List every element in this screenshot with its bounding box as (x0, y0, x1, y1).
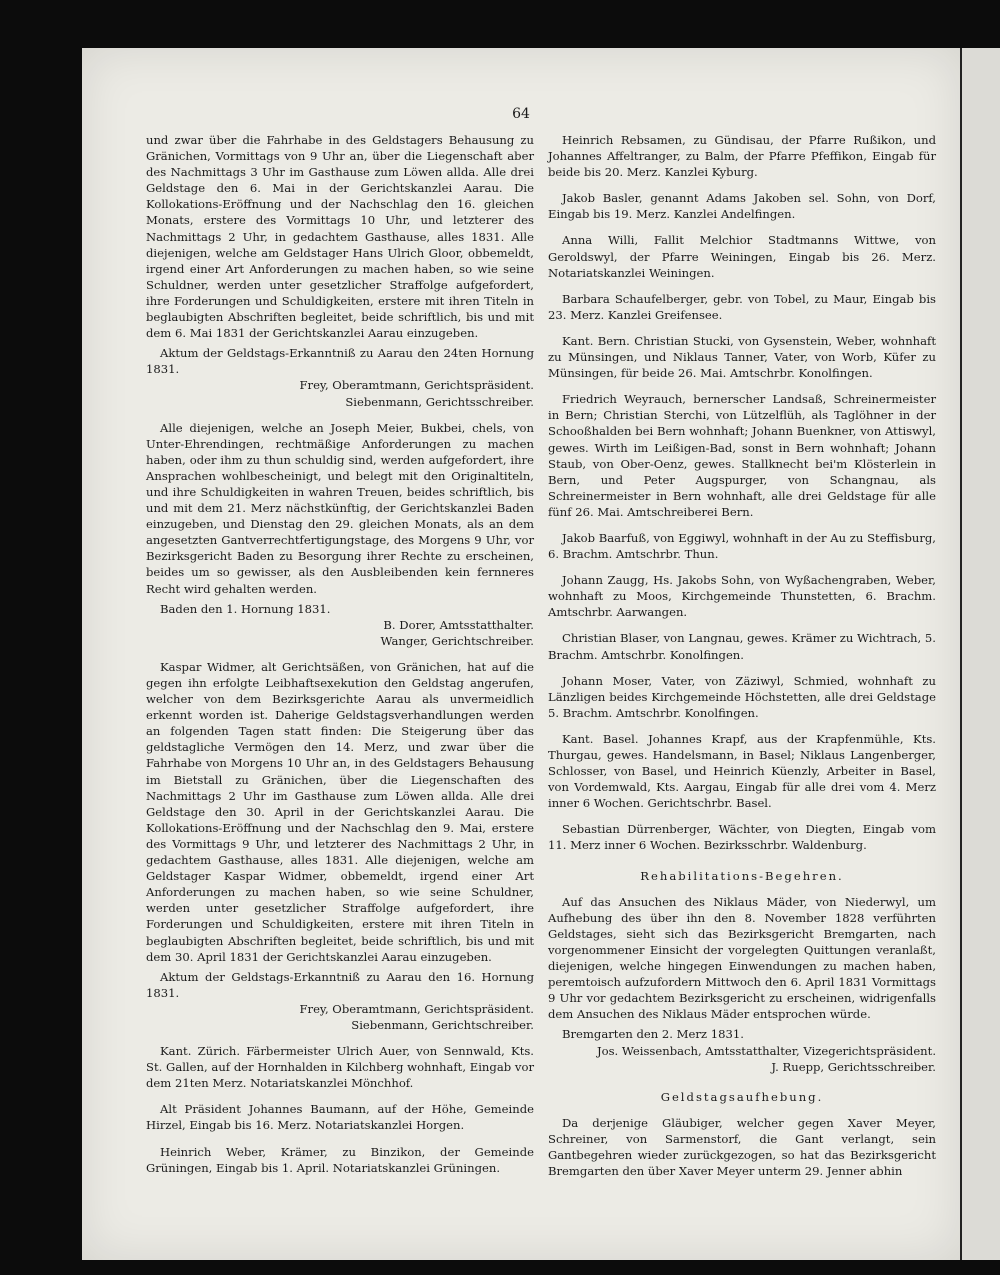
right-column (548, 132, 936, 1183)
notice-paragraph: Barbara Schaufelberger, gebr. von Tobel, zu Maur, Eingab bis 23. Merz. Kanzlei Greifensee. (548, 291, 936, 322)
date-line: Baden den 1. Hornung 1831. (160, 601, 331, 616)
notice-paragraph: Heinrich Rebsamen, zu Gündisau, der Pfarre Rußikon, und Johannes Affeltranger, zu Balm, der Pfarre Pfeffikon, Eingab für beide bis 20. Merz. Kanzlei Kyburg. (548, 133, 936, 180)
signature-line: Wanger, Gerichtschreiber. (380, 633, 534, 648)
notice-paragraph: Da derjenige Gläubiger, welcher gegen Xaver Meyer, Schreiner, von Sarmenstorf, die Gant verlangt, sein Gantbegehren wieder zurückgezogen, so hat das Bezirksgericht Bremgarten den über Xaver Meyer unterm 29. Jenner abhin (548, 1115, 936, 1179)
section-heading: Rehabilitations-Begehren. (640, 868, 844, 883)
notice-paragraph: Johann Moser, Vater, von Zäziwyl, Schmied, wohnhaft zu Länzligen beides Kirchgemeinde Höchstetten, alle drei Geldstage 5. Brachm. Amtschrbr. Konolfingen. (548, 673, 936, 720)
adjacent-page-edge (960, 48, 1000, 1260)
signature-line: Siebenmann, Gerichtschreiber. (351, 1017, 534, 1032)
notice-paragraph: Anna Willi, Fallit Melchior Stadtmanns Wittwe, von Geroldswyl, der Pfarre Weiningen, Eingab bis 26. Merz. Notariatskanzlei Weiningen. (548, 233, 936, 280)
actum-line: Aktum der Geldstags-Erkanntniß zu Aarau den 24ten Hornung 1831. (146, 346, 534, 377)
notice-paragraph: Kant. Zürich. Färbermeister Ulrich Auer, von Sennwald, Kts. St. Gallen, auf der Hornhalden in Kilchberg wohnhaft, Eingab vor dem 21ten Merz. Notariatskanzlei Mönchhof. (146, 1044, 534, 1091)
notice-paragraph: Heinrich Weber, Krämer, zu Binzikon, der Gemeinde Grüningen, Eingab bis 1. April. Notariatskanzlei Grüningen. (146, 1144, 534, 1175)
notice-paragraph: Alle diejenigen, welche an Joseph Meier, Bukbei, chels, von Unter-Ehrendingen, rechtmäßige Anforderungen zu machen haben, oder ihm zu thun schuldig sind, werden aufgefordert, ihre Ansprachen wohlbescheinigt, und belegt mit den Originaltiteln, und ihre Schuldigkeiten in wahren Treuen, beides schriftlich, bis und mit dem 21. Merz nächstkünftig, der Gerichtskanzlei Baden einzugeben, und Dienstag den 29. gleichen Monats, als an dem angesetzten Gantverrechtfertigungstage, des Morgens 9 Uhr, vor Bezirksgericht Baden zu Besorgung ihrer Rechte zu erscheinen, beides um so gewisser, als den Ausbleibenden kein fernneres Recht wird gehalten werden. (146, 420, 534, 596)
signature-line: Frey, Oberamtmann, Gerichtspräsident. (299, 1001, 534, 1016)
notice-paragraph: Jakob Baarfuß, von Eggiwyl, wohnhaft in der Au zu Steffisburg, 6. Brachm. Amtschrbr. Thun. (548, 530, 936, 562)
notice-paragraph: Friedrich Weyrauch, bernerscher Landsaß, Schreinermeister in Bern; Christian Sterchi, von Lützelflüh, als Taglöhner in der Schooßhalden bei Bern wohnhaft; Johann Buenkner, von Attiswyl, gewes. Wirth im Leißigen-Bad, sonst in Bern wohnhaft; Johann Staub, von Ober-Oenz, gewes. Stallknecht bei'm Klösterlein in Bern, und Peter Augspurger, von Schangnau, als Schreinermeister in Bern wohnhaft, alle drei Geldstage für alle fünf 26. Mai. Amtschreiberei Bern. (548, 392, 936, 519)
left-column (146, 132, 534, 1180)
signature-line: Frey, Oberamtmann, Gerichtspräsident. (299, 378, 534, 393)
page-number: 64 (512, 106, 530, 122)
signature-line: Siebenmann, Gerichtsschreiber. (345, 394, 534, 409)
notice-paragraph: Christian Blaser, von Langnau, gewes. Krämer zu Wichtrach, 5. Brachm. Amtschrbr. Konolfingen. (548, 631, 936, 662)
signature-line: J. Ruepp, Gerichtsschreiber. (771, 1059, 936, 1074)
section-heading: Geldstagsaufhebung. (660, 1089, 824, 1104)
date-line: Bremgarten den 2. Merz 1831. (562, 1027, 744, 1042)
notice-paragraph: Alt Präsident Johannes Baumann, auf der Höhe, Gemeinde Hirzel, Eingab bis 16. Merz. Notariatskanzlei Horgen. (146, 1102, 534, 1133)
actum-line: Aktum der Geldstags-Erkanntniß zu Aarau den 16. Hornung 1831. (146, 969, 534, 1000)
signature-line: Jos. Weissenbach, Amtsstatthalter, Vizegerichtspräsident. (596, 1043, 936, 1058)
document-page (82, 48, 960, 1260)
notice-paragraph: Kant. Basel. Johannes Krapf, aus der Krapfenmühle, Kts. Thurgau, gewes. Handelsmann, in Basel; Niklaus Langenberger, Schlosser, von Basel, und Heinrich Küenzly, Arbeiter in Basel, von Vordemwald, Kts. Aargau, Eingab für alle drei vom 4. Merz inner 6 Wochen. Gerichtschrbr. Basel. (548, 731, 936, 811)
notice-paragraph: Auf das Ansuchen des Niklaus Mäder, von Niederwyl, um Aufhebung des über ihn den 8. November 1828 verführten Geldstages, sieht sich das Bezirksgericht Bremgarten, nach vorgenommener Einsicht der vorgelegten Quittungen veranlaßt, diejenigen, welche hingegen Einwendungen zu machen haben, peremtoisch aufzufordern Mittwoch den 6. April 1831 Vormittags 9 Uhr vor gedachtem Bezirksgericht zu erscheinen, widrigenfalls dem Ansuchen des Niklaus Mäder entsprochen würde. (548, 894, 936, 1022)
notice-paragraph: und zwar über die Fahrhabe in des Geldstagers Behausung zu Gränichen, Vormittags von 9 Uhr an, über die Liegenschaft aber des Nachmittags 3 Uhr im Gasthause zum Löwen allda. Alle drei Geldstage den 6. Mai in der Gerichtskanzlei Aarau. Die Kollokations-Eröffnung und der Nachschlag den 16. gleichen Monats, erstere des Vormittags 10 Uhr, und letzterer des Nachmittags 2 Uhr, in gedachtem Gasthause, alles 1831. Alle diejenigen, welche am Geldstager Hans Ulrich Gloor, obbemeldt, irgend einer Art Anforderungen zu machen haben, so wie seine Schuldner, werden unter gesetzlicher Straffolge aufgefordert, ihre Forderungen und Schuldigkeiten, erstere mit ihren Titeln in beglaubigten Abschriften begleitet, beide schriftlich, bis und mit dem 6. Mai 1831 der Gerichtskanzlei Aarau einzugeben. (146, 133, 534, 341)
notice-paragraph: Johann Zaugg, Hs. Jakobs Sohn, von Wyßachengraben, Weber, wohnhaft zu Moos, Kirchgemeinde Thunstetten, 6. Brachm. Amtschrbr. Aarwangen. (548, 573, 936, 620)
notice-paragraph: Sebastian Dürrenberger, Wächter, von Diegten, Eingab vom 11. Merz inner 6 Wochen. Bezirksschrbr. Waldenburg. (548, 822, 936, 853)
notice-paragraph: Jakob Basler, genannt Adams Jakoben sel. Sohn, von Dorf, Eingab bis 19. Merz. Kanzlei Andelfingen. (548, 191, 936, 222)
notice-paragraph: Kant. Bern. Christian Stucki, von Gysenstein, Weber, wohnhaft zu Münsingen, und Niklaus Tanner, Vater, von Worb, Küfer zu Münsingen, für beide 26. Mai. Amtschrbr. Konolfingen. (548, 333, 936, 381)
notice-paragraph: Kaspar Widmer, alt Gerichtsäßen, von Gränichen, hat auf die gegen ihn erfolgte Leibhaftsexekution den Geldstag angerufen, welcher von dem Bezirksgerichte Aarau als unvermeidlich erkennt worden ist. Daherige Geldstagsverhandlungen werden an folgenden Tagen statt finden: Die Steigerung über das geldstagliche Vermögen den 14. Merz, und zwar über die Fahrhabe von Morgens 10 Uhr an, in des Geldstagers Behausung im Bietstall zu Gränichen, über die Liegenschaften des Nachmittags 2 Uhr im Gasthause zum Löwen allda. Alle drei Geldstage den 30. April in der Gerichtskanzlei Aarau. Die Kollokations-Eröffnung und der Nachschlag den 9. Mai, erstere des Vormittags 9 Uhr, und letzterer des Nachmittags 2 Uhr, in gedachtem Gasthause, alles 1831. Alle diejenigen, welche am Geldstager Kaspar Widmer, obbemeldt, irgend einer Art Anforderungen zu machen haben, so wie seine Schuldner, werden unter gesetzlicher Straffolge aufgefordert, ihre Forderungen und Schuldigkeiten, erstere mit ihren Titeln in beglaubigten Abschriften begleitet, beide schriftlich, bis und mit dem 30. April 1831 der Gerichtskanzlei Aarau einzugeben. (146, 659, 534, 964)
signature-line: B. Dorer, Amtsstatthalter. (383, 617, 534, 632)
